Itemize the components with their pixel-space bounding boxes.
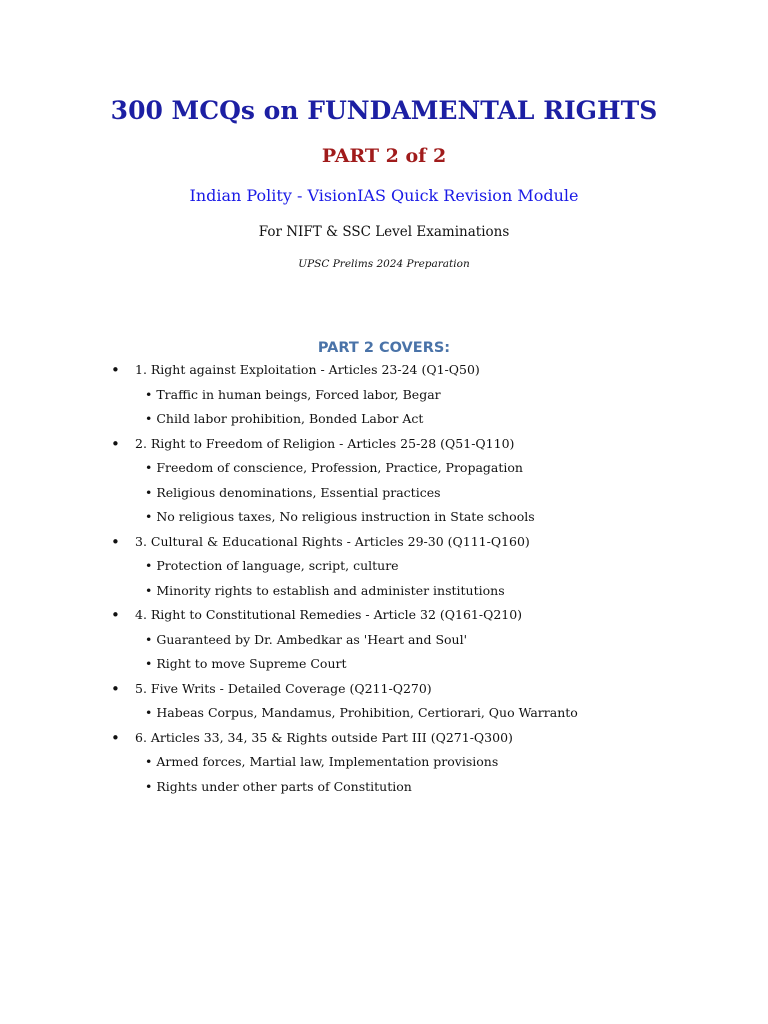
covers-subitem [0, 701, 768, 726]
covers-subitem-text: • Right to move Supreme Court [145, 656, 347, 671]
covers-subitem-text: • Guaranteed by Dr. Ambedkar as 'Heart and Soul' [145, 631, 468, 647]
covers-item-label: 5. Five Writs - Detailed Coverage (Q211-Q270) [135, 680, 432, 696]
covers-subitem-text: • Armed forces, Martial law, Implementation provisions [145, 754, 499, 769]
part-label: PART 2 of 2 [321, 145, 447, 167]
covers-subitem-text: • No religious taxes, No religious instruction in State schools [145, 509, 535, 524]
covers-subitem [0, 383, 768, 408]
covers-subitem [0, 579, 768, 604]
covers-subitem-text: • Traffic in human beings, Forced labor, Begar [145, 386, 441, 402]
module-subtitle: Indian Polity - VisionIAS Quick Revision Module [189, 186, 579, 205]
covers-item [0, 677, 768, 702]
bullet-icon: • [111, 434, 120, 453]
covers-item [0, 358, 768, 383]
covers-subitem [0, 505, 768, 530]
bullet-icon: • [111, 679, 120, 698]
covers-item-label: 6. Articles 33, 34, 35 & Rights outside Part III (Q271-Q300) [135, 729, 513, 745]
covers-item [0, 432, 768, 457]
covers-item [0, 603, 768, 628]
covers-item [0, 530, 768, 555]
covers-item-label: 1. Right against Exploitation - Articles 23-24 (Q1-Q50) [135, 362, 480, 377]
bullet-icon: • [111, 606, 120, 624]
covers-subitem-text: • Religious denominations, Essential practices [145, 484, 441, 500]
covers-subitem [0, 407, 768, 432]
covers-subitem [0, 481, 768, 506]
covers-subitem-text: • Habeas Corpus, Mandamus, Prohibition, Certiorari, Quo Warranto [145, 705, 578, 720]
covers-subitem [0, 554, 768, 579]
bullet-icon: • [111, 361, 120, 379]
covers-subitem-text: • Rights under other parts of Constitution [145, 778, 412, 794]
document-title: 300 MCQs on FUNDAMENTAL RIGHTS [110, 96, 658, 125]
covers-subitem [0, 628, 768, 653]
covers-heading: PART 2 COVERS: [317, 340, 451, 356]
covers-subitem-text: • Freedom of conscience, Profession, Practice, Propagation [145, 460, 523, 475]
covers-list [0, 358, 768, 799]
covers-subitem [0, 750, 768, 775]
covers-subitem-text: • Child labor prohibition, Bonded Labor Act [145, 411, 424, 426]
covers-subitem [0, 775, 768, 800]
covers-item [0, 726, 768, 751]
covers-item-label: 2. Right to Freedom of Religion - Articles 25-28 (Q51-Q110) [135, 435, 515, 451]
covers-subitem [0, 652, 768, 677]
preparation-line: UPSC Prelims 2024 Preparation [298, 258, 470, 270]
covers-subitem [0, 456, 768, 481]
target-exams-line: For NIFT & SSC Level Examinations [258, 224, 510, 240]
bullet-icon: • [111, 728, 120, 747]
covers-item-label: 3. Cultural & Educational Rights - Articles 29-30 (Q111-Q160) [135, 533, 530, 549]
covers-item-label: 4. Right to Constitutional Remedies - Article 32 (Q161-Q210) [135, 607, 523, 622]
covers-subitem-text: • Protection of language, script, culture [145, 558, 399, 573]
bullet-icon: • [111, 532, 120, 551]
covers-subitem-text: • Minority rights to establish and administer institutions [145, 582, 505, 598]
